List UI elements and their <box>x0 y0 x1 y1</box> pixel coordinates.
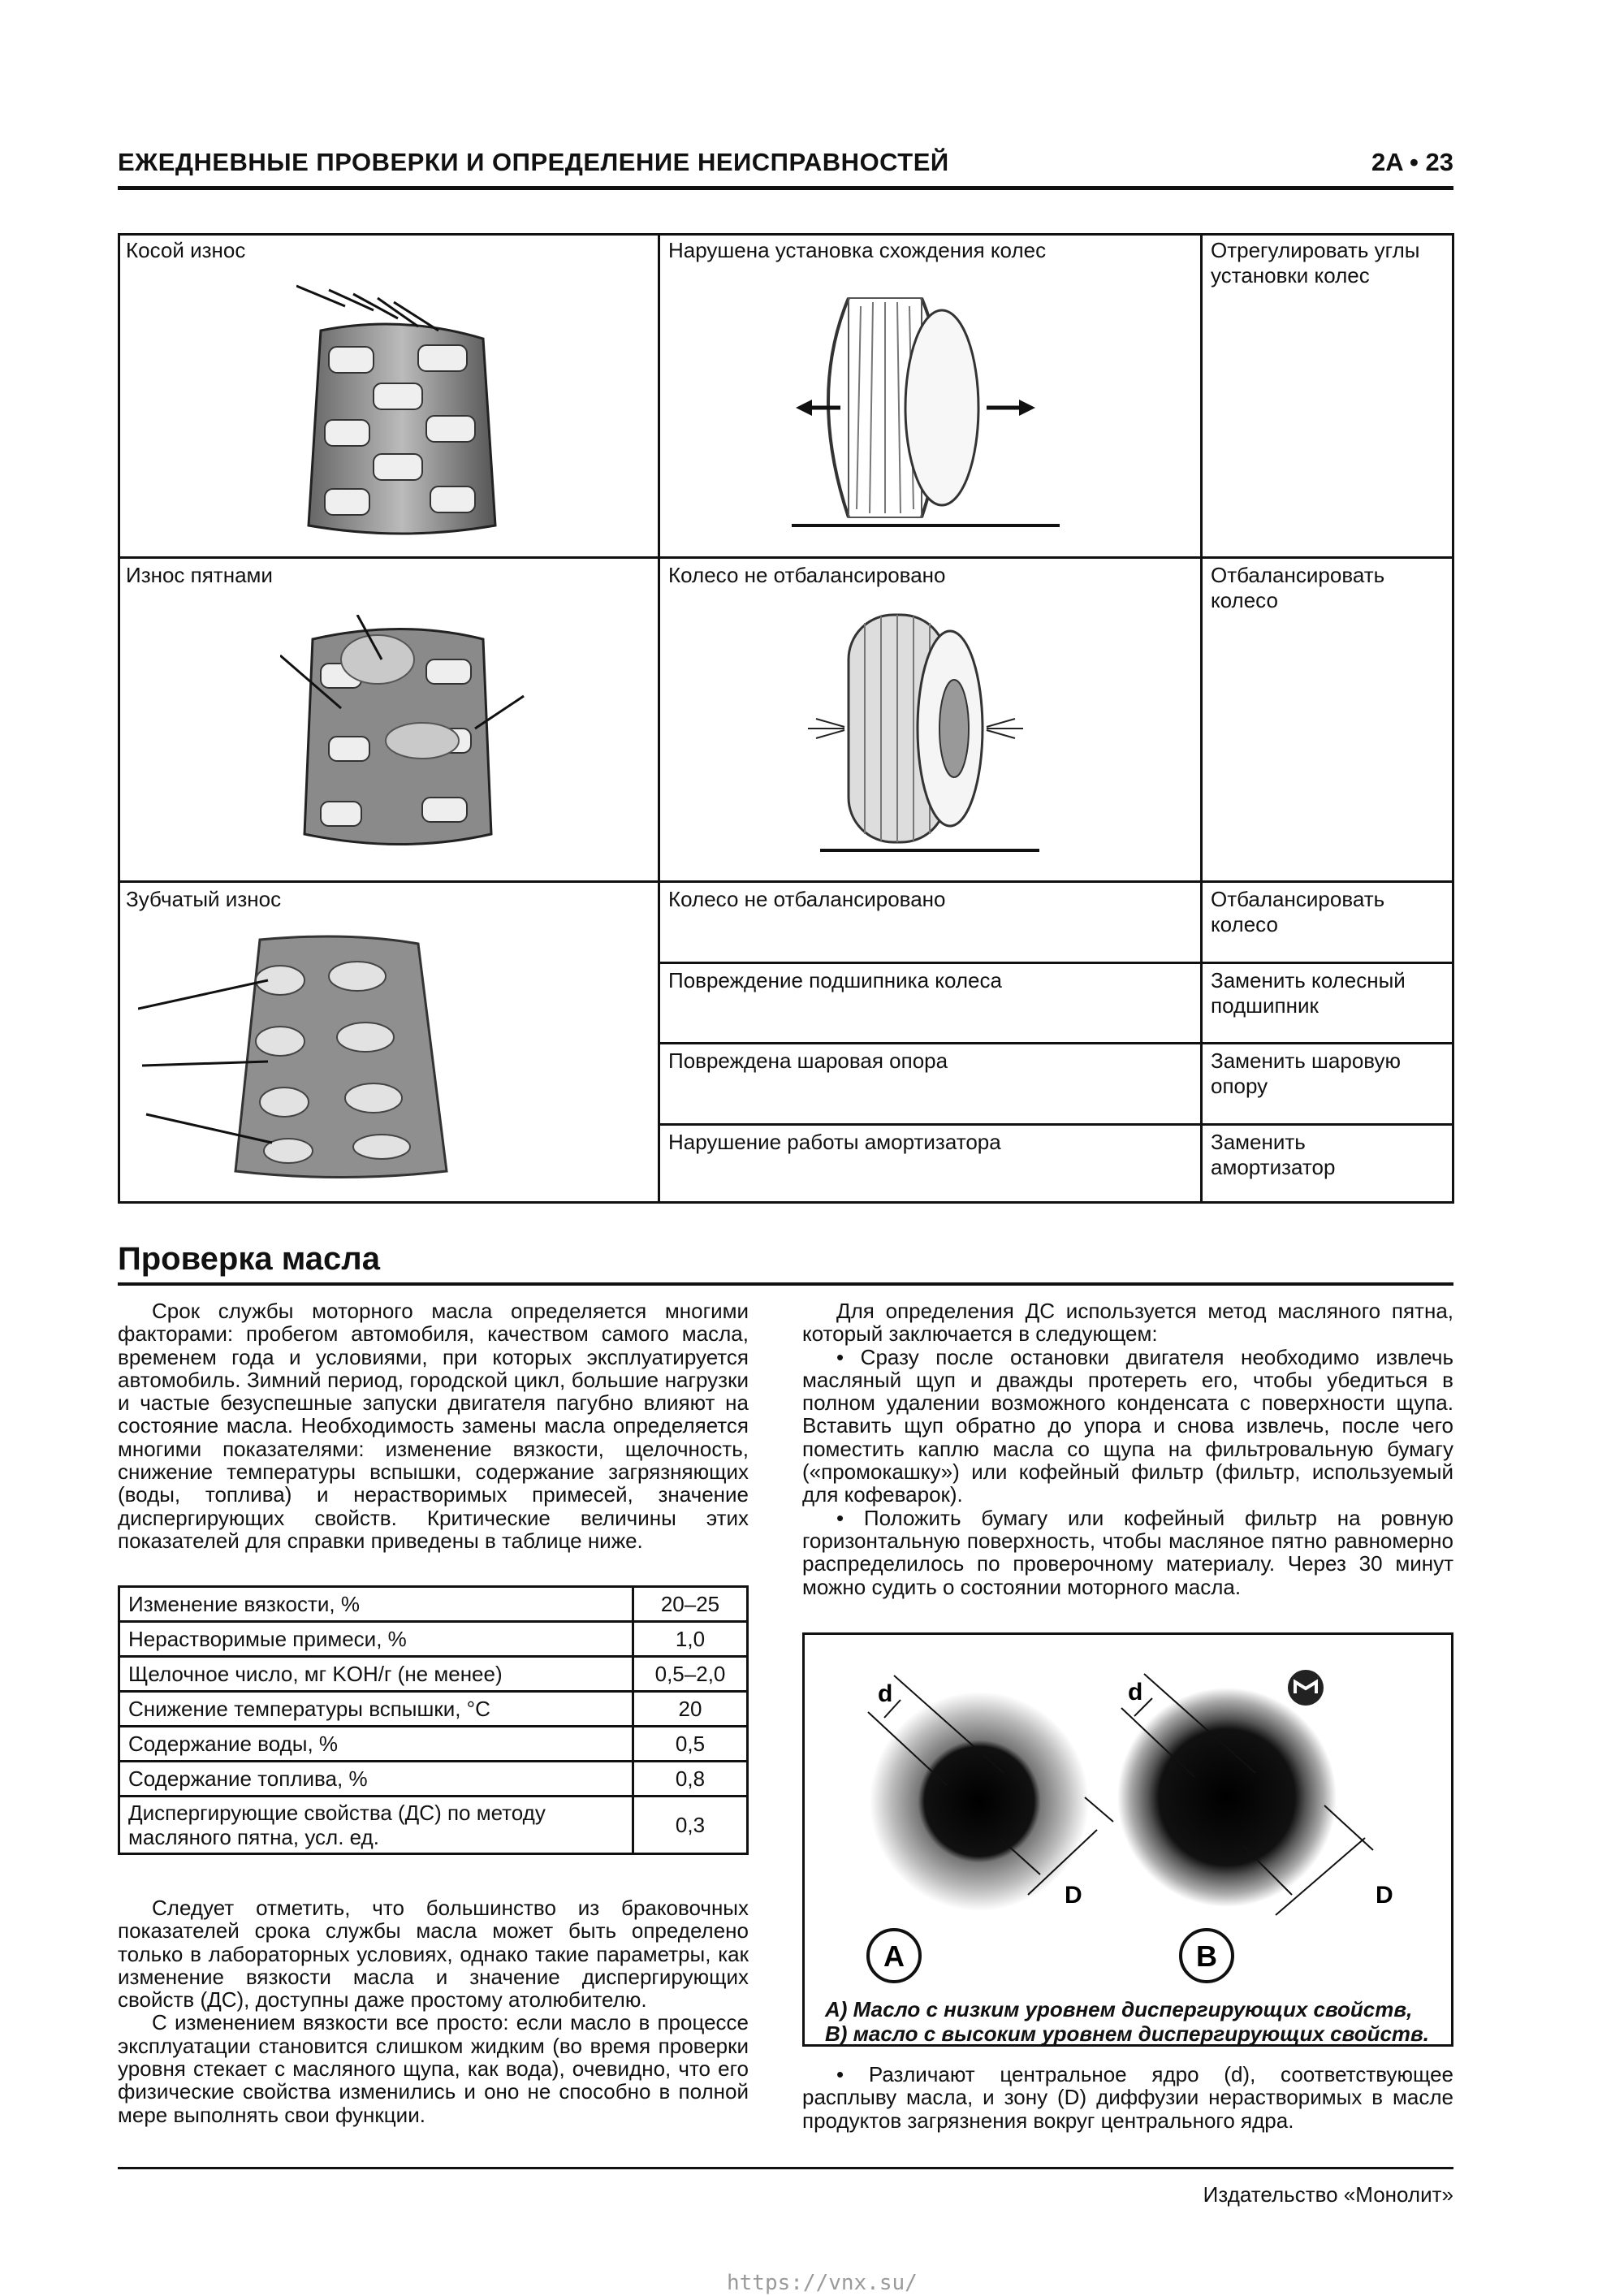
paragraph-text: • Положить бумагу или кофейный фильтр на ровную горизонтальную поверхность, чтобы масляное пятно равномерно распределилось по проверочному материалу. Через 30 минут можно судить о состоянии моторного масла. <box>802 1505 1453 1599</box>
right-method-paragraphs <box>802 1299 1453 1598</box>
paragraph-text: • Сразу после остановки двигателя необходимо извлечь масляный щуп и дважды протереть его, чтобы убедиться в полном удалении возможного конденсата с поверхности щупа. Вставить щуп обратно до упора и снова извлечь, после чего поместить каплю масла со щупа на фильтровальную бумагу («промокашку») или кофейный фильтр (фильтр, используемый для кофеварок). <box>802 1344 1453 1507</box>
tire-wear-table <box>118 233 1454 1204</box>
table-cell-cause: Повреждение подшипника колеса <box>668 968 1002 992</box>
right-final-paragraph <box>802 2063 1453 2132</box>
table-cell-cause: Повреждена шаровая опора <box>668 1049 948 1073</box>
table-cell-label: Нерастворимые примеси, % <box>119 1622 633 1657</box>
table-cell-label: Снижение температуры вспышки, °С <box>119 1692 633 1727</box>
row-divider <box>658 1123 1454 1126</box>
oil-spot-diagram <box>805 1635 1451 1992</box>
table-cell-label: Изменение вязкости, % <box>119 1587 633 1622</box>
publisher-name: Издательство «Монолит» <box>1203 2182 1453 2207</box>
arrow-right-icon <box>987 400 1035 416</box>
left-intro-paragraph <box>118 1299 749 1552</box>
page-header-title: ЕЖЕДНЕВНЫЕ ПРОВЕРКИ И ОПРЕДЕЛЕНИЕ НЕИСПРАВНОСТЕЙ <box>118 148 949 176</box>
publisher-logo-icon <box>1288 1670 1324 1706</box>
table-cell-label: Содержание топлива, % <box>119 1762 633 1797</box>
table-cell-value: 20 <box>633 1692 748 1727</box>
table-cell-value: 0,8 <box>633 1762 748 1797</box>
paragraph-text: Срок службы моторного масла определяется многими факторами: пробегом автомобиля, качеством самого масла, временем года и условиями, при которых эксплуатируется автомобиль. Зимний период, городской цикл, большие нагрузки и частые безуспешные запуски двигателя пагубно влияют на состояние масла. Необходимость замены масла определяется многими показателями: изменение вязкости, щелочность, снижение температуры вспышки, содержание загрязняющих (воды, топлива) и нерастворимых примесей, значение диспергирующих свойств. Критические величины этих показателей для справки приведены в таблице ниже. <box>118 1299 749 1553</box>
table-cell-remedy: Отбалансировать колесо <box>1211 563 1385 612</box>
table-cell-symptom: Износ пятнами <box>126 563 273 587</box>
table-cell-cause: Колесо не отбалансировано <box>668 887 946 911</box>
table-cell-remedy: Заменить колесный подшипник <box>1211 968 1406 1018</box>
table-row <box>119 1587 748 1622</box>
table-cell-cause: Нарушена установка схождения колес <box>668 238 1047 262</box>
table-cell-value: 0,3 <box>633 1797 748 1854</box>
section-divider <box>118 1282 1453 1286</box>
table-cell-remedy: Отрегулировать углы установки колес <box>1211 238 1420 288</box>
table-cell-label: Щелочное число, мг KOH/г (не менее) <box>119 1657 633 1692</box>
header-divider <box>118 186 1453 190</box>
watermark-link[interactable]: https://vnx.su/ <box>727 2271 918 2295</box>
oil-criteria-table <box>118 1585 749 1855</box>
table-row <box>119 1692 748 1727</box>
table-cell-label: Содержание воды, % <box>119 1727 633 1762</box>
oil-spot-a <box>870 1692 1089 1911</box>
column-divider <box>658 233 660 1204</box>
arrow-left-icon <box>796 400 840 416</box>
table-cell-symptom: Зубчатый износ <box>126 887 282 911</box>
table-cell-remedy: Заменить шаровую опору <box>1211 1049 1402 1098</box>
column-divider <box>1200 233 1203 1204</box>
table-cell-value: 1,0 <box>633 1622 748 1657</box>
table-cell-remedy: Отбалансировать колесо <box>1211 887 1385 936</box>
page-number: 2A • 23 <box>1371 148 1453 176</box>
diameter-d-label: d <box>1128 1679 1143 1706</box>
table-cell-value: 0,5–2,0 <box>633 1657 748 1692</box>
diameter-D-label: D <box>1065 1882 1082 1909</box>
unbalanced-wheel-illustration <box>808 607 1052 858</box>
table-row <box>119 1657 748 1692</box>
table-row <box>119 1762 748 1797</box>
caption-line: В) масло с высоким уровнем диспергирующих свойств. <box>825 2021 1429 2046</box>
cupped-wear-tread-illustration <box>138 932 495 1183</box>
spot-wear-tread-illustration <box>280 615 532 858</box>
caption-line: А) Масло с низким уровнем диспергирующих свойств, <box>825 1997 1413 2021</box>
figure-caption <box>825 1997 1429 2046</box>
label-a-text: A <box>883 1939 905 1973</box>
table-cell-value: 20–25 <box>633 1587 748 1622</box>
section-title: Проверка масла <box>118 1241 380 1277</box>
label-b-text: B <box>1196 1939 1217 1973</box>
row-divider <box>658 962 1454 964</box>
table-cell-value: 0,5 <box>633 1727 748 1762</box>
table-row <box>119 1797 748 1854</box>
diameter-d-label: d <box>878 1680 893 1707</box>
row-divider <box>118 556 1454 559</box>
left-conclusion-paragraphs <box>118 1896 749 2126</box>
row-divider <box>118 880 1454 883</box>
table-row <box>119 1622 748 1657</box>
footer-divider <box>118 2167 1453 2169</box>
page-header <box>118 148 1453 180</box>
toe-misalignment-wheel-illustration <box>792 282 1060 534</box>
table-cell-cause: Нарушение работы амортизатора <box>668 1130 1001 1154</box>
table-cell-cause: Колесо не отбалансировано <box>668 563 946 587</box>
table-cell-symptom: Косой износ <box>126 238 246 262</box>
oil-spot-b <box>1117 1688 1337 1907</box>
table-row <box>119 1727 748 1762</box>
oil-spot-figure <box>802 1632 1453 2047</box>
paragraph-text: • Различают центральное ядро (d), соответствующее расплыву масла, и зону (D) диффузии нерастворимых в масле продуктов загрязнения вокруг центрального ядра. <box>802 2062 1453 2133</box>
paragraph-text: Для определения ДС используется метод масляного пятна, который заключается в следующем: <box>802 1299 1453 1347</box>
oblique-wear-tread-illustration <box>296 282 508 542</box>
table-cell-label: Диспергирующие свойства (ДС) по методу масляного пятна, усл. ед. <box>119 1797 633 1854</box>
diameter-D-label: D <box>1376 1882 1393 1909</box>
row-divider <box>658 1042 1454 1044</box>
paragraph-text: Следует отметить, что большинство из браковочных показателей срока службы масла может быть определено только в лабораторных условиях, однако такие параметры, как изменение вязкости масла и значение диспергирующих свойств (ДС), доступны даже простому атолюбителю. <box>118 1896 749 2013</box>
paragraph-text: С изменением вязкости все просто: если масло в процессе эксплуатации становится слишком жидким (во время проверки уровня стекает с масляного щупа, как вода), очевидно, что его физические свойства изменились и оно не способно в полной мере выполнять свои функции. <box>118 2010 749 2127</box>
table-cell-remedy: Заменить амортизатор <box>1211 1130 1336 1179</box>
